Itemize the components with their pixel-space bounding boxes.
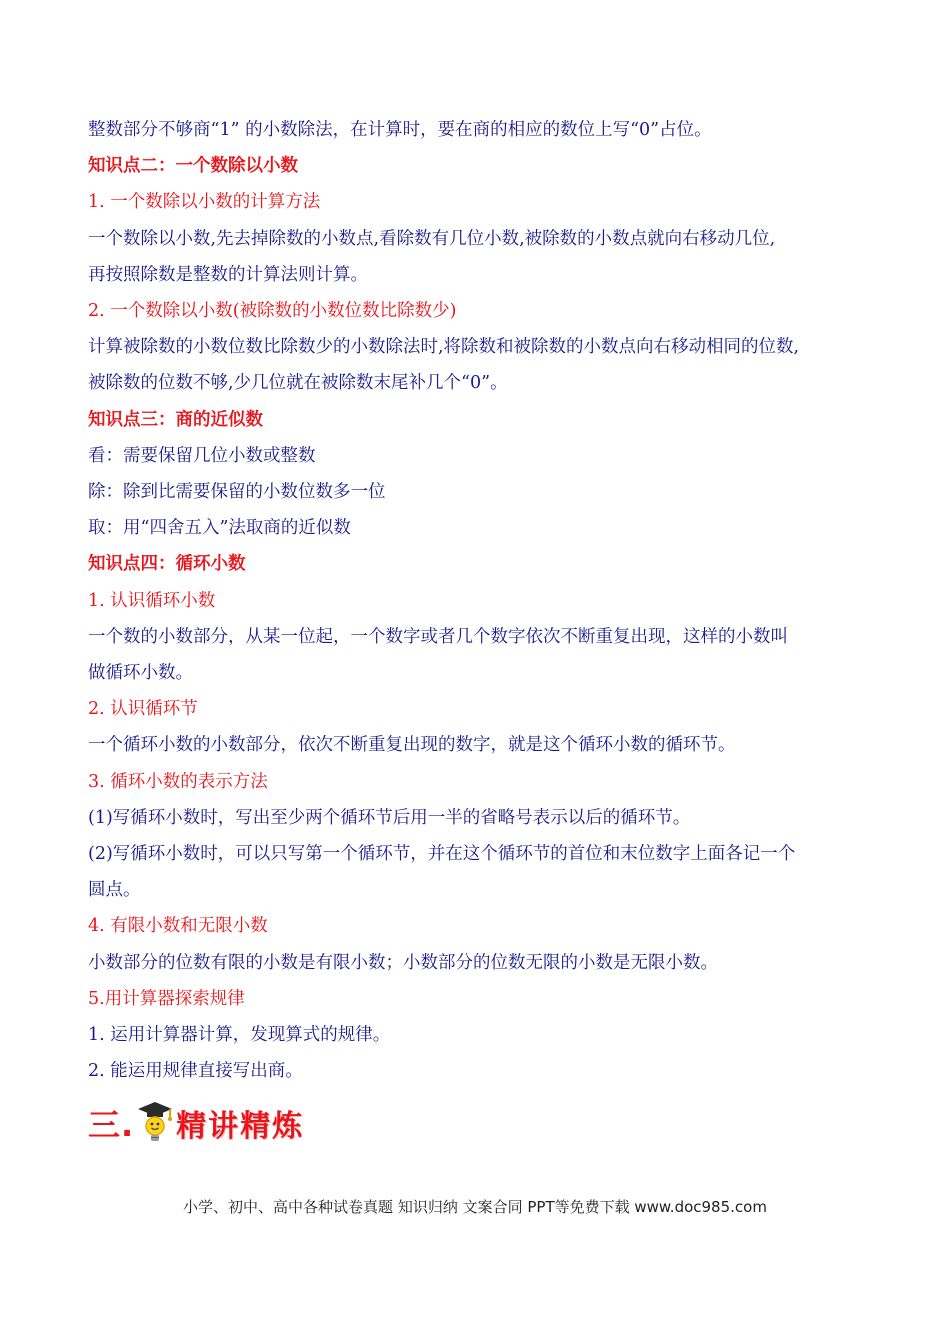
paragraph-line: 一个数的小数部分，从某一位起，一个数字或者几个数字依次不断重复出现，这样的小数叫 <box>88 626 788 647</box>
paragraph-line: 做循环小数。 <box>88 663 193 684</box>
paragraph-line: 除：除到比需要保留的小数位数多一位 <box>88 482 386 503</box>
section-banner <box>88 1100 304 1146</box>
paragraph-line: 整数部分不够商“1” 的小数除法，在计算时，要在商的相应的数位上写“0”占位。 <box>88 120 712 140</box>
paragraph-line: 计算被除数的小数位数比除数少的小数除法时,将除数和被除数的小数点向右移动相同的位数, <box>88 337 800 358</box>
section-heading: 知识点四：循环小数 <box>88 554 246 575</box>
banner-number: 三. <box>88 1106 135 1144</box>
paragraph-line: 圆点。 <box>88 880 141 901</box>
paragraph-line: 2. 能运用规律直接写出商。 <box>88 1061 303 1082</box>
subsection-title: 4. 有限小数和无限小数 <box>88 916 268 937</box>
section-heading: 知识点三：商的近似数 <box>88 409 263 430</box>
subsection-title: 1. 一个数除以小数的计算方法 <box>88 192 321 213</box>
paragraph-line: 一个数除以小数,先去掉除数的小数点,看除数有几位小数,被除数的小数点就向右移动几位, <box>88 228 776 249</box>
document-body <box>88 112 878 1089</box>
banner-title: 精讲精炼 <box>176 1109 305 1144</box>
paragraph-line: 1. 运用计算器计算，发现算式的规律。 <box>88 1025 391 1046</box>
subsection-title: 5.用计算器探索规律 <box>88 988 245 1009</box>
paragraph-line: 再按照除数是整数的计算法则计算。 <box>88 264 368 285</box>
subsection-title: 3. 循环小数的表示方法 <box>88 771 268 792</box>
paragraph-line: 看：需要保留几位小数或整数 <box>88 445 316 466</box>
paragraph-line: (1)写循环小数时，写出至少两个循环节后用一半的省略号表示以后的循环节。 <box>88 807 691 828</box>
paragraph-line: 取：用“四舍五入”法取商的近似数 <box>88 518 351 539</box>
paragraph-line: (2)写循环小数时，可以只写第一个循环节，并在这个循环节的首位和末位数字上面各记一个 <box>88 844 796 865</box>
subsection-title: 1. 认识循环小数 <box>88 590 216 611</box>
paragraph-line: 一个循环小数的小数部分，依次不断重复出现的数字，就是这个循环小数的循环节。 <box>88 735 736 756</box>
paragraph-line: 被除数的位数不够,少几位就在被除数末尾补几个“0”。 <box>88 373 508 394</box>
graduate-cap-bulb-icon <box>136 1100 174 1146</box>
footer-text: 小学、初中、高中各种试卷真题 知识归纳 文案合同 PPT等免费下载 www.doc985.com <box>183 1198 767 1216</box>
paragraph-line: 小数部分的位数有限的小数是有限小数；小数部分的位数无限的小数是无限小数。 <box>88 952 718 973</box>
subsection-title: 2. 一个数除以小数(被除数的小数位数比除数少) <box>88 301 457 322</box>
section-heading: 知识点二：一个数除以小数 <box>88 156 298 177</box>
subsection-title: 2. 认识循环节 <box>88 699 198 720</box>
